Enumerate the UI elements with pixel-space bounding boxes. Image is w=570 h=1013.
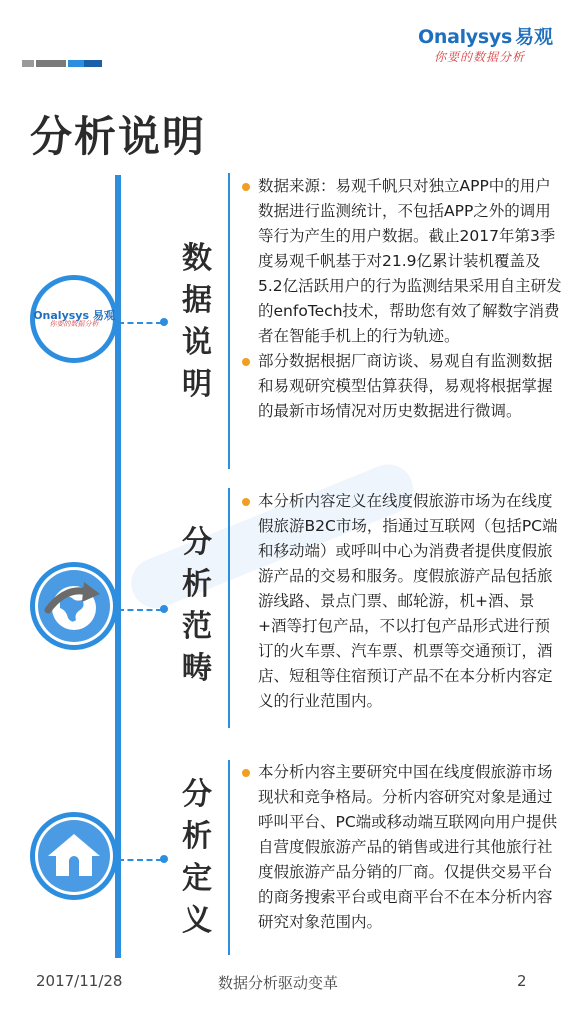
house-icon [38, 820, 110, 892]
connector-dot [160, 855, 168, 863]
section-label: 分析范畴 [182, 525, 212, 686]
bullet-text: 数据来源：易观千帆只对独立APP中的用户数据进行监测统计，不包括APP之外的调用等行为产生的用户数据。截止2017年第3季度易观千帆基于对21.9亿累计装机覆盖及5.2亿活跃用户的行为监测结果采用自主研发的enfoTech技术，帮助您有效了解数字消费者在智能手机上的行为轨迹。 [240, 174, 562, 349]
mini-logo-text: Onalysys 易观 [33, 309, 115, 322]
footer-slogan: 数据分析驱动变革 [218, 974, 339, 992]
page-number: 2 [517, 972, 527, 990]
mini-logo-tagline: 你要的数据分析 [49, 320, 99, 328]
bullet-text: 本分析内容定义在线度假旅游市场为在线度假旅游B2C市场，指通过互联网（包括PC端和移动端）或呼叫中心为消费者提供度假旅游产品的交易和服务。度假旅游产品包括旅游线路、景点门票、邮轮游，机+酒、景+酒等打包产品，不以打包产品形式进行预订的火车票、汽车票、机票等交通预订，酒店、短租等住宿预订产品不在本分析内容定义的行业范围内。 [240, 489, 562, 714]
section-label: 数据说明 [182, 241, 212, 402]
section-divider [228, 488, 230, 728]
section-icon-circle [30, 275, 118, 363]
section-body [240, 174, 562, 424]
section-divider [228, 760, 230, 955]
bullet-text: 本分析内容主要研究中国在线度假旅游市场现状和竞争格局。分析内容研究对象是通过呼叫平台、PC端或移动端互联网向用户提供自营度假旅游产品的销售或进行其他旅行社度假旅游产品分销的厂商。仅提供交易平台的商务搜索平台或电商平台不在本分析内容研究对象范围内。 [240, 760, 562, 935]
bullet-text: 部分数据根据厂商访谈、易观自有监测数据和易观研究模型估算获得，易观将根据掌握的最新市场情况对历史数据进行微调。 [240, 349, 562, 424]
brand-logo [418, 22, 558, 66]
connector-line [118, 609, 162, 611]
connector-dot [160, 318, 168, 326]
page-title: 分析说明 [30, 112, 207, 161]
connector-line [118, 322, 162, 324]
logo-tagline: 你要的数据分析 [434, 50, 526, 64]
section-body [240, 489, 562, 714]
connector-dot [160, 605, 168, 613]
analysys-logo-icon [33, 283, 115, 355]
footer-date: 2017/11/28 [36, 972, 123, 990]
section-divider [228, 173, 230, 469]
logo-english: Onalysys [418, 26, 513, 48]
globe-arrow-icon [38, 570, 110, 642]
timeline-line [115, 175, 121, 958]
connector-line [118, 859, 162, 861]
logo-chinese: 易观 [515, 26, 554, 48]
section-icon-circle [30, 812, 118, 900]
section-label: 分析定义 [182, 777, 212, 938]
section-body [240, 760, 562, 935]
section-icon-circle [30, 562, 118, 650]
